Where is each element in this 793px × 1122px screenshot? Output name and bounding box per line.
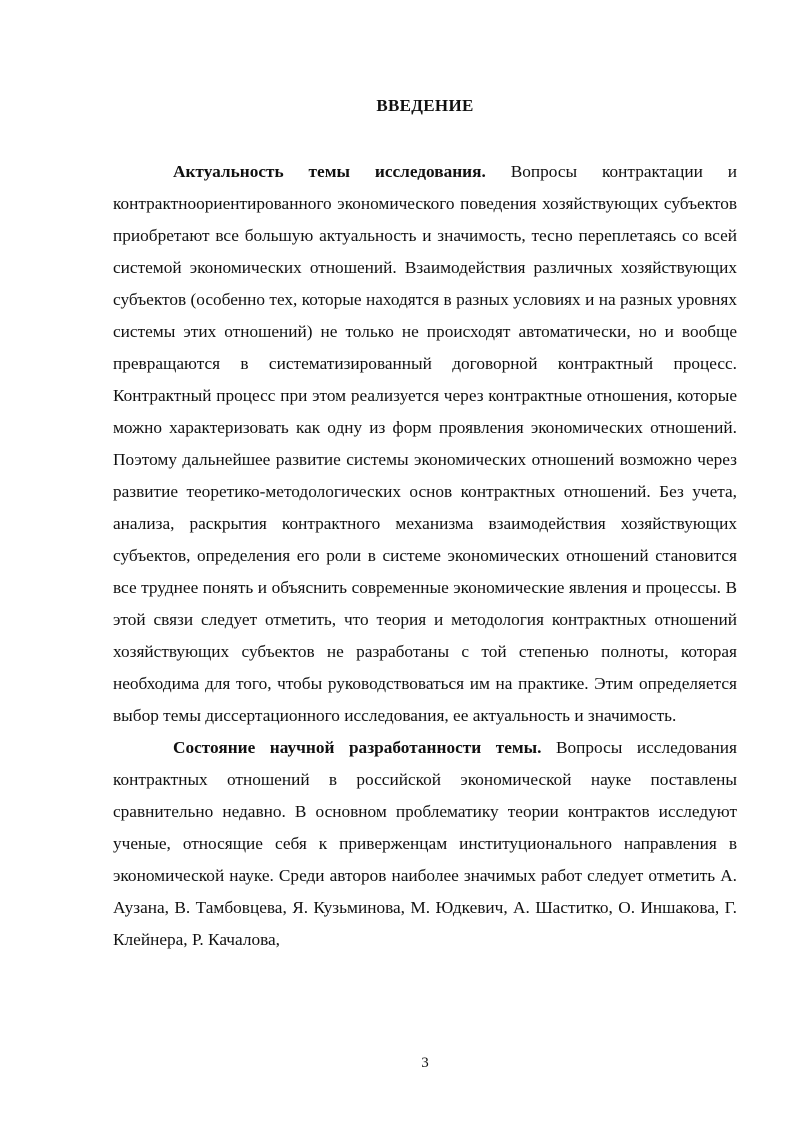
paragraph-text-relevance: Вопросы контрактации и контрактноориентированного экономического поведения хозяйствующих субъектов приобретают все большую актуальность и значимость, тесно переплетаясь со всей системой экономических отношений. Взаимодействия различных хозяйствующих субъектов (особенно тех, которые находятся в разных условиях и на разных уровнях системы этих отношений) не только не происходят автоматически, но и вообще превращаются в систематизированный договорной контрактный процесс. Контрактный процесс при этом реализуется через контрактные отношения, которые можно характеризовать как одну из форм проявления экономических отношений. Поэтому дальнейшее развитие системы экономических отношений возможно через развитие теоретико-методологических основ контрактных отношений. Без учета, анализа, раскрытия контрактного механизма взаимодействия хозяйствующих субъектов, определения его роли в системе экономических отношений становится все труднее понять и объяснить современные экономические явления и процессы. В этой связи следует отметить, что теория и методология контрактных отношений хозяйствующих субъектов не разработаны с той степенью полноты, которая необходима для того, чтобы руководствоваться им на практике. Этим определяется выбор темы диссертационного исследования, ее актуальность и значимость. <box>113 162 738 725</box>
paragraph-relevance <box>113 156 737 732</box>
section-heading: ВВЕДЕНИЕ <box>376 96 474 115</box>
paragraph-lead-relevance: Актуальность темы исследования. <box>173 162 486 181</box>
paragraph-state-of-research <box>113 732 737 956</box>
paragraph-text-state-of-research: Вопросы исследования контрактных отношений в российской экономической науке поставлены сравнительно недавно. В основном проблематику теории контрактов исследуют ученые, относящие себя к приверженцам институционального направления в экономической науке. Среди авторов наиболее значимых работ следует отметить А. Аузана, В. Тамбовцева, Я. Кузьминова, М. Юдкевич, А. Шаститко, О. Иншакова, Г. Клейнера, Р. Качалова, <box>113 738 737 949</box>
paragraph-lead-state-of-research: Состояние научной разработанности темы. <box>173 738 542 757</box>
body-text <box>113 156 737 956</box>
page-number: 3 <box>421 1055 429 1071</box>
